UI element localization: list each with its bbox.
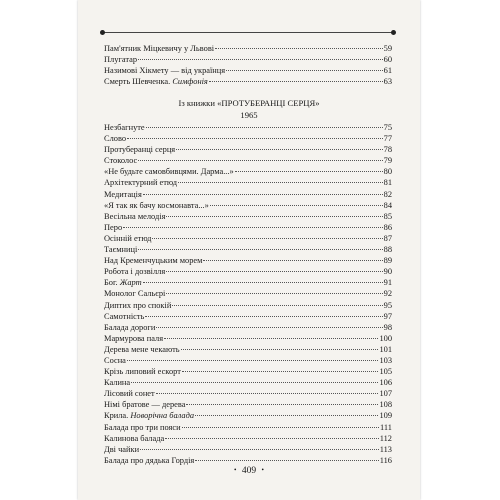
toc-entry-title-text: Крила. — [104, 411, 131, 421]
toc-entry — [104, 43, 392, 54]
toc-entry-title — [104, 177, 177, 188]
toc-entry-page: 92 — [383, 289, 392, 299]
toc-entry-title — [104, 311, 144, 322]
toc-entry-title-text: Медитація — [104, 189, 142, 199]
toc-entry-title — [104, 65, 225, 76]
toc-entry — [104, 266, 392, 277]
toc-entry-title — [104, 54, 137, 65]
dot-leader — [165, 438, 379, 439]
toc-entry-title — [104, 377, 130, 388]
toc-entry-title-text: «Я так як бачу космонавта...» — [104, 200, 209, 210]
toc-entry-page: 75 — [383, 123, 392, 132]
toc-entry-title-text: Архітектурний етюд — [104, 178, 178, 188]
toc-entry-page: 82 — [383, 189, 392, 199]
toc-entry-title — [104, 43, 214, 54]
toc-entry-title — [104, 144, 175, 155]
toc-entry-title — [104, 133, 126, 144]
toc-top-list — [104, 43, 392, 87]
dot-leader — [210, 205, 383, 206]
toc-entry-title — [104, 322, 155, 333]
toc-entry-page: 97 — [383, 311, 392, 321]
page-footer — [78, 466, 420, 476]
toc-entry — [104, 311, 392, 322]
toc-entry — [104, 355, 392, 366]
toc-entry — [104, 133, 392, 144]
toc-entry — [104, 255, 392, 266]
toc-entry-subtitle: Симфонія — [172, 77, 208, 87]
toc-entry-title-text: Незбагнуте — [104, 123, 145, 132]
toc-entry-title — [104, 76, 208, 87]
dot-leader — [182, 371, 379, 372]
toc-entry — [104, 422, 392, 433]
toc-entry-page: 101 — [379, 344, 392, 354]
toc-entry — [104, 388, 392, 399]
toc-entry — [104, 76, 392, 87]
dot-leader — [146, 127, 383, 128]
toc-entry-title — [104, 422, 181, 433]
toc-entry — [104, 144, 392, 155]
toc-entry-title-text: Німі братове — дерева — [104, 400, 186, 410]
toc-entry-title — [104, 344, 180, 355]
toc-entry-page: 108 — [379, 400, 392, 410]
toc-entry-title-text: Осінній етюд — [104, 233, 152, 243]
toc-entry-title-text: Плугатар — [104, 55, 138, 65]
footer-bullet-left: • — [234, 466, 237, 474]
toc-entry-page: 98 — [383, 322, 392, 332]
toc-entry-title — [104, 233, 151, 244]
toc-entry-page: 90 — [383, 267, 392, 277]
toc-entry-title — [104, 433, 164, 444]
toc-entry-title — [104, 222, 122, 233]
toc-entry-page: 86 — [383, 222, 392, 232]
dot-leader — [138, 59, 383, 60]
toc-entry — [104, 122, 392, 133]
toc-entry-title-text: Калина — [104, 378, 131, 388]
dot-leader — [186, 404, 378, 405]
toc-entry-title-text: Монолог Сальєрі — [104, 289, 166, 299]
toc-entry-page: 81 — [383, 178, 392, 188]
section-heading: Із книжки «ПРОТУБЕРАНЦІ СЕРЦЯ» — [178, 98, 320, 108]
toc-entry-title-text: Мармурова паля — [104, 333, 164, 343]
toc-entry-page: 105 — [379, 367, 392, 377]
toc-entry-title-text: Перо — [104, 222, 123, 232]
dot-leader — [166, 216, 382, 217]
toc-entry-title — [104, 333, 163, 344]
rule-left-dot — [100, 30, 105, 35]
toc-entry-title-text: Робота і дозвілля — [104, 267, 166, 277]
dot-leader — [143, 194, 383, 195]
toc-entry-title-text: Балада про три пояси — [104, 422, 181, 432]
dot-leader — [140, 449, 379, 450]
dot-leader — [127, 138, 383, 139]
toc-entry-title-text: Балада про дядька Гордія — [104, 455, 195, 465]
dot-leader — [203, 260, 382, 261]
toc-entry — [104, 277, 392, 288]
dot-leader — [143, 282, 383, 283]
toc-entry-title — [104, 277, 142, 288]
toc-entry — [104, 455, 392, 466]
toc-entry-page: 77 — [383, 134, 392, 144]
toc-entry-subtitle: Новорічна балада — [130, 411, 195, 421]
toc-entry-title-text: Диптих про спокій — [104, 300, 172, 310]
book-page — [78, 0, 420, 500]
toc-entry-page: 87 — [383, 233, 392, 243]
toc-entry-title — [104, 300, 171, 311]
toc-entry-title — [104, 200, 209, 211]
toc-entry-subtitle: Жарт — [119, 278, 142, 288]
top-rule — [102, 32, 394, 33]
toc-entry-page: 78 — [383, 145, 392, 155]
toc-entry — [104, 233, 392, 244]
toc-entry — [104, 433, 392, 444]
dot-leader — [127, 360, 379, 361]
toc-entry-title — [104, 122, 145, 133]
toc-entry — [104, 300, 392, 311]
toc-entry-title — [104, 355, 126, 366]
toc-entry-title — [104, 166, 234, 177]
dot-leader — [195, 415, 378, 416]
toc-entry-page: 106 — [379, 378, 392, 388]
toc-entry-title — [104, 399, 185, 410]
toc-entry — [104, 322, 392, 333]
toc-entry-page: 95 — [383, 300, 392, 310]
toc-entry — [104, 65, 392, 76]
dot-leader — [164, 338, 378, 339]
toc-entry-page: 59 — [383, 44, 392, 53]
toc-entry-title-text: Лісовий сонет — [104, 389, 155, 399]
toc-entry-page: 103 — [379, 355, 392, 365]
toc-entry-page: 79 — [383, 156, 392, 166]
toc-entry-title — [104, 189, 142, 200]
dot-leader — [181, 349, 379, 350]
toc-entry-title — [104, 288, 165, 299]
toc-entry-title-text: Калинова балада — [104, 433, 165, 443]
toc-entry — [104, 399, 392, 410]
dot-leader — [131, 382, 378, 383]
toc-entry-title-text: Таємниці — [104, 245, 138, 255]
dot-leader — [215, 48, 383, 49]
dot-leader — [166, 293, 382, 294]
toc-entry-title — [104, 244, 137, 255]
toc-entry-page: 111 — [380, 422, 392, 432]
toc-entry — [104, 288, 392, 299]
dot-leader — [123, 227, 382, 228]
toc-entry-page: 107 — [379, 389, 392, 399]
toc-entry — [104, 222, 392, 233]
toc-entry-title-text: Назимові Хікмету — від українця — [104, 66, 226, 76]
toc-section-list — [104, 122, 392, 466]
dot-leader — [182, 427, 379, 428]
rule-right-dot — [391, 30, 396, 35]
toc-entry-page: 88 — [383, 245, 392, 255]
dot-leader — [178, 182, 383, 183]
toc-entry — [104, 200, 392, 211]
toc-entry-page: 113 — [379, 444, 392, 454]
toc-entry-page: 89 — [383, 256, 392, 266]
dot-leader — [145, 316, 382, 317]
toc-entry-title-text: Самотність — [104, 311, 145, 321]
toc-entry-title-text: Смерть Шевченка. — [104, 77, 173, 87]
toc-entry-title-text: Балада дороги — [104, 322, 156, 332]
section-year: 1965 — [240, 110, 258, 120]
toc-entry-page: 84 — [383, 200, 392, 210]
dot-leader — [226, 70, 383, 71]
toc-entry-title — [104, 211, 165, 222]
toc-entry-title — [104, 366, 181, 377]
toc-entry-page: 60 — [383, 55, 392, 65]
dot-leader — [209, 81, 383, 82]
toc-entry-title-text: Крізь липовий ескорт — [104, 367, 181, 377]
toc-entry-title-text: Весільна мелодія — [104, 211, 166, 221]
toc-entry-title — [104, 410, 194, 421]
toc-entry — [104, 177, 392, 188]
dot-leader — [195, 460, 378, 461]
dot-leader — [156, 393, 379, 394]
toc-entry-title-text: Стоколос — [104, 156, 138, 166]
toc-entry — [104, 366, 392, 377]
toc-entry-title-text: Пам'ятник Міцкевичу у Львові — [104, 44, 215, 53]
toc-entry-page: 91 — [383, 278, 392, 288]
toc-entry — [104, 189, 392, 200]
toc-entry — [104, 333, 392, 344]
page-number: 409 — [241, 466, 257, 476]
footer-bullet-right: • — [261, 466, 264, 474]
dot-leader — [176, 149, 382, 150]
toc-entry-page: 112 — [379, 433, 392, 443]
dot-leader — [166, 271, 382, 272]
toc-entry-title-text: Бог. — [104, 278, 120, 288]
toc-entry-title — [104, 155, 137, 166]
toc-entry-title-text: Протуберанці серця — [104, 145, 176, 155]
toc-entry-title-text: «Не будьте самовбивцями. Дарма...» — [104, 167, 234, 177]
toc-entry-title-text: Слово — [104, 134, 127, 144]
toc-entry — [104, 444, 392, 455]
toc-entry — [104, 377, 392, 388]
toc-entry-page: 116 — [379, 455, 392, 465]
dot-leader — [152, 238, 382, 239]
toc-entry-title-text: Дві чайки — [104, 444, 140, 454]
toc-entry-page: 63 — [383, 77, 392, 87]
dot-leader — [138, 160, 382, 161]
toc-entry — [104, 155, 392, 166]
toc-entry-page: 109 — [379, 411, 392, 421]
toc-entry-title — [104, 255, 202, 266]
toc-entry-page: 61 — [383, 66, 392, 76]
toc-entry-page: 100 — [379, 333, 392, 343]
toc-entry — [104, 54, 392, 65]
toc-entry-title — [104, 444, 139, 455]
toc-entry — [104, 244, 392, 255]
toc-entry — [104, 344, 392, 355]
dot-leader — [235, 171, 383, 172]
toc-entry-title — [104, 266, 165, 277]
toc-entry-title-text: Дерева мене чекають — [104, 344, 180, 354]
toc-entry-page: 80 — [383, 167, 392, 177]
toc-entry-title — [104, 388, 155, 399]
toc-entry — [104, 166, 392, 177]
dot-leader — [138, 249, 382, 250]
toc-entry-title-text: Над Кременчуцьким морем — [104, 256, 203, 266]
toc-entry-page: 85 — [383, 211, 392, 221]
dot-leader — [156, 327, 382, 328]
toc-entry — [104, 211, 392, 222]
toc-entry — [104, 410, 392, 421]
dot-leader — [172, 305, 382, 306]
toc-entry-title-text: Сосна — [104, 355, 126, 365]
toc-entry-title — [104, 455, 194, 466]
